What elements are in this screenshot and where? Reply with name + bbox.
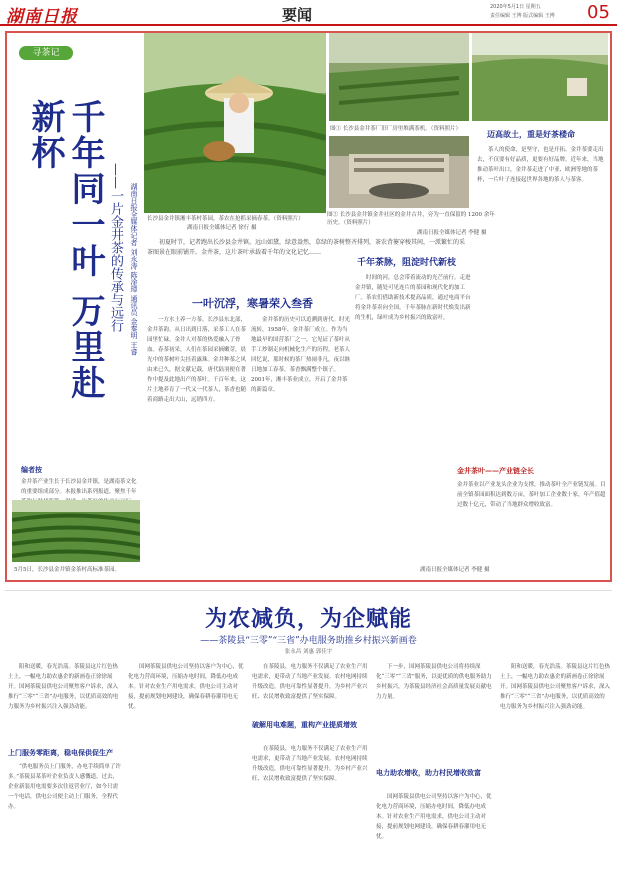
article2-headline: 为农减负，为企赋能 [204,606,412,632]
article2-column-3: 国网茶陵县供电公司坚持以客户为中心，优化电力营商环境，压缩办电时间，降低办电成本。针对农业生产用电需求，供电公司主动对接，提前规划电网建设，确保春耕春灌用电无忧。 [128,664,244,710]
article2-heading-2: 破解用电难题，重构产业提质增效 [252,720,357,729]
photo-well-caption: 图② 长沙县金井镇金井社区的金井古井，旁为一直保留的 1200 余年历史。（资料照片） [327,212,495,226]
intro-paragraph: 初夏时节，记者跑出长沙县金井镇。远山如黛，绿意盎然，草绿的茶树整齐排列，茶农背篓穿梭其间，一派繁忙的采茶图景在眼前铺开。金井茶，这片茶叶承载着千年的文化记忆…… [147,239,466,256]
sidebar-heading: 金井茶叶——产业链全长 [457,466,534,475]
article2-column-4-top: 在茶陵县，电力服务不仅满足了农业生产用电需求，更带动了当地产业发展。农村电网持续升级改造，供电可靠性显著提升，为乡村产业兴旺、农民增收致富提供了坚实保障。 [252,664,368,700]
article2-byline: 张永昌 刘惠 郭佳宇 [284,649,333,655]
section-divider [5,590,612,591]
subtitle-2: 千年茶脉，阻淀时代新枝 [357,258,457,268]
article2-column-5-top: 下一步，国网茶陵县供电公司将持续深化“三零”“三省”服务，以更优质的供电服务助力乡村振兴，为茶陵县经济社会高质量发展贡献电力力量。 [376,664,492,700]
photo-tea-picker [144,33,326,213]
photo-factory-caption: 图① 长沙县金井茶厂旧厂房里堆满茶机。（资料照片） [330,126,462,132]
article2-heading-3: 电力助农增收，助力村民增收致富 [376,768,481,777]
article2-column-1: 阳和送暖，春光浩荡。茶陵县这片红色热土上，一幅电力助农惠企的新画卷正徐徐展开。国网茶陵县供电公司聚焦客户诉求，深入推行“三零”“三省”办电服务，以优质高效的电力服务为乡村振兴注入强劲动能。 [8,664,119,710]
photo-tea-picker-credit: 湖南日报全媒体记者 徐行 摄 [187,225,257,231]
photo-well-credit: 湖南日报全媒体记者 李健 摄 [417,230,487,236]
article2-column-4: 在茶陵县，电力服务不仅满足了农业生产用电需求，更带动了当地产业发展。农村电网持续升级改造，供电可靠性显著提升，为乡村产业兴旺、农民增收致富提供了坚实保障。 [252,746,368,782]
column-3: 时间的河，总会带着流动的光芒前行。走进金井镇，随处可见连片的茶园和现代化的加工厂。茶农们借助新技术提高品质，通过电商平台将金井茶卖向全国。千年茶脉在新时代焕发出新的生机，绿叶成为乡村振兴的致富叶。 [355,275,471,321]
article2-heading-1: 上门服务零距离，稳电保供促生产 [8,748,113,757]
photo-panorama-caption: 5月5日，长沙县金井镇金茶村高标准茶园。 [14,567,120,573]
feature-byline: 湖南日报全媒体记者 刘永涛 陈淦璋 通讯员 金秦明 王睿 [130,183,138,356]
photo-tea-factory [329,33,469,121]
column-tag: 寻茶记 [19,46,73,60]
subtitle-1: 一叶沉浮，寒暑荣入叁香 [192,297,313,310]
masthead-rule [0,0,617,26]
feature-subhead: ——一片金井茶的传承与远行 [108,163,123,332]
editor-info: 责任编辑 王博 版式编辑 王博 [490,13,555,19]
issue-date: 2020年5月1日 星期五 [490,4,541,10]
article2-column-5: 国网茶陵县供电公司坚持以客户为中心，优化电力营商环境，压缩办电时间，降低办电成本。针对农业生产用电需求，供电公司主动对接，提前规划电网建设，确保春耕春灌用电无忧。 [376,794,492,840]
page-number: 05 [587,2,610,23]
photo-ancient-well [329,136,469,208]
column-2: 金井茶的历史可以追溯到唐代。时光流转，1958年，金井茶厂成立。作为当地最早的国营茶厂之一，它见证了茶叶从手工炒制走向机械化生产的历程。老茶人回忆说，那时候的茶厂热闹非凡，夜以继日地加工春茶，茶香飘满整个镇子。2001年，湘丰茶业成立，开启了金井茶的新篇章。 [251,317,351,393]
editor-note-heading: 编者按 [21,465,42,474]
photo-tea-picker-caption: 长沙县金井镇湘丰茶村茶园，茶农在抢抓采摘春茶。（资料照片） [147,216,304,222]
photo-anchor [7,570,8,571]
article2-column-6: 阳和送暖，春光浩荡。茶陵县这片红色热土上，一幅电力助农惠企的新画卷正徐徐展开。国网茶陵县供电公司聚焦客户诉求，深入推行“三零”“三省”办电服务，以优质高效的电力服务为乡村振兴注入强劲动能。 [500,664,610,710]
newspaper-logo: 湖南日报 [6,7,78,27]
sidebar-box [457,466,607,510]
photo-landscape [472,33,608,121]
column-4: 茶人的使命，是坚守，也是开拓。金井茶要走出去，不仅要有好品质，更要有好品牌。近年来，当地推动茶叶出口，金井茶走进了中亚、欧洲等地的茶杯，一片叶子连接起世界各地的茶人与茶客。 [477,147,604,183]
editor-note-body: 金井茶产业生长于长沙县金井镇，是湖南茶文化的重要组成部分。本报推出系列报道，聚焦千年 [21,479,137,495]
photo-tea-garden-panorama [12,500,140,562]
feature-headline: 千年同一叶 万里赴新杯 [25,99,105,401]
article2-column-2: “供电服务员上门服务，办电手续简单了许多。”茶陵县某茶叶企业负责人感慨道。过去，企业新装用电需要多次往返营业厅，如今只需一个电话，供电公司便主动上门服务，全程代办。 [8,764,121,810]
sidebar-body: 金井茶业以产业龙头企业为支撑，推动茶叶全产业链发展。目前全镇茶园面积达到数万亩，茶叶加工企业数十家，年产值超过数十亿元，带动了当地群众增收致富。 [457,482,606,508]
subtitle-3: 迈高故土，重是好茶楼命 [487,129,575,139]
photo-panorama-credit: 湖南日报全媒体记者 李健 摄 [420,567,490,573]
section-title: 要闻 [282,6,313,24]
article2-subheadline: ——茶陵县“三零”“三省”办电服务助推乡村振兴新画卷 [200,636,417,646]
column-1: 一方水土养一方茶。长沙县东北部，金井茶韵。从日出到日落，采茶工人在茶园里忙碌，金井人对茶的热爱融入了骨血。春茶初采，人们在茶园采摘嫩芽，晨光中的茶树叶尖挂着露珠。金井种茶之风由来已久，据文献记载，唐代陆羽便在著作中提及此地出产的茶叶。千百年来，这片土地养育了一代又一代茶人，茶香也随着商路走出大山，远销四方。 [147,317,247,403]
